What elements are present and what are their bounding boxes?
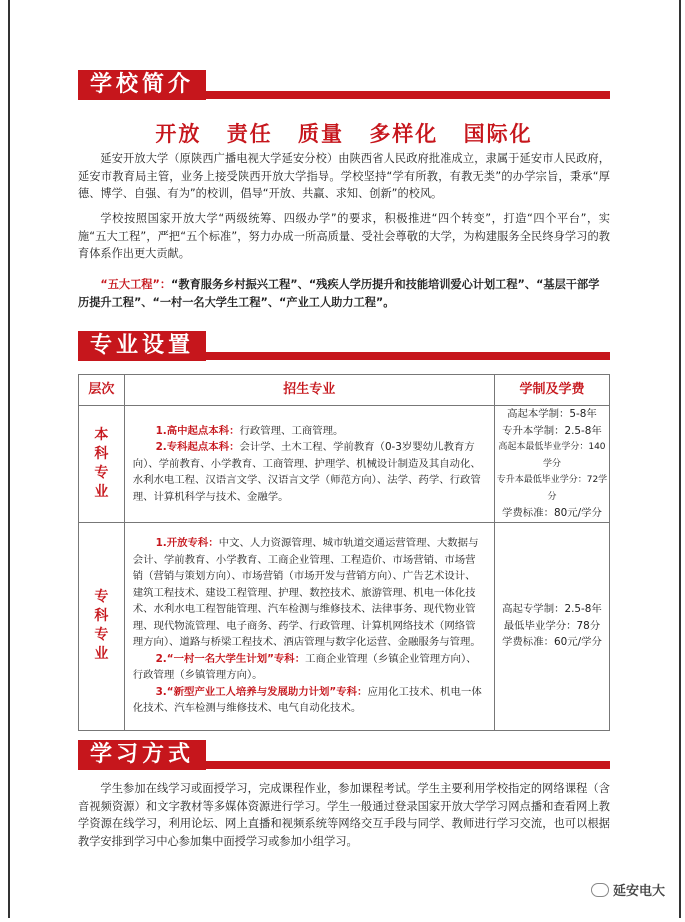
intro-paragraph: 学校按照国家开放大学“两级统筹、四级办学”的要求，积极推进“四个转变”，打造“四个平台”，实施“五大工程”，严把“五个标准”，努力办成一所高质量、受社会尊敬的大学，为构建服务全民终身学习的教育体系作出更大贡献。 [78,212,610,260]
major-item-text: 行政管理、工商管理。 [239,424,344,437]
fee-line: 学费标准：80元/学分 [502,507,602,519]
level-label: 本科专业 [94,426,109,500]
fee-line: 专升本最低毕业学分：72学分 [496,475,608,502]
five-projects [78,276,610,311]
section-rule [206,91,610,99]
section-title: 学校简介 [78,70,206,100]
intro-paragraph: 延安开放大学（原陕西广播电视大学延安分校）由陕西省人民政府批准成立，隶属于延安市人民政府，延安市教育局主管，业务上接受陕西开放大学指导。学校坚持“学有所教，有教无类”的办学宗旨，秉承“厚德、博学、自强、有为”的校训，倡导“开放、共赢、求知、创新”的校风。 [78,152,610,200]
motto [78,118,610,148]
header-fees: 学制及学费 [494,375,609,406]
motto-word: 多样化 [369,122,439,146]
fee-line: 高起本最低毕业学分：140学分 [498,442,606,469]
major-item [133,423,486,440]
section-rule [206,352,610,360]
major-item-heading: 1.开放专科： [155,537,219,550]
section-title: 学习方式 [78,740,206,770]
level-cell [79,406,125,523]
motto-word: 国际化 [463,122,533,146]
major-item-heading: 2.“一村一名大学生计划”专科： [155,652,306,665]
fees-cell [494,522,609,730]
major-item [133,439,486,505]
fee-line: 学费标准：60元/学分 [502,636,602,649]
major-item-heading: 3.“新型产业工人培养与发展助力计划”专科： [155,685,368,698]
majors-cell [124,406,494,523]
major-item [133,651,486,684]
majors-table [78,374,610,731]
table-row-college [79,522,610,730]
fee-line: 高起专学制：2.5-8年 [502,603,602,616]
fee-line: 专升本学制：2.5-8年 [502,424,602,437]
major-item-text: 中文、人力资源管理、城市轨道交通运营管理、大数据与会计、学前教育、小学教育、工商企业管理、工程造价、市场营销、市场营销（营销与策划方向）、市场营销（市场开发与营销方向）、广告艺术设计、建筑工程技术、建设工程管理、护理、数控技术、旅游管理、机电一体化技术、水利水电工程智能管理、汽车检测与维修技术、法律事务、现代物业管理、现代物流管理、电子商务、药学、行政管理、计算机网络技术（网络管理方向）、道路与桥梁工程技术、酒店管理与数字化运营、金融服务与管理。 [132,537,481,649]
motto-word: 开放 [155,122,202,146]
section-header-study [78,740,610,770]
majors-cell [124,522,494,730]
study-paragraph: 学生参加在线学习或面授学习，完成课程作业，参加课程考试。学生主要利用学校指定的网络课程（含音视频资源）和文字教材等多媒体资源进行学习。学生一般通过登录国家开放大学学习网点播和查看网上教学资源在线学习，利用论坛、网上直播和视频系统等网络交互手段与同学、教师进行学习交流，也可以根据教学安排到学习中心参加集中面授学习或参加小组学习。 [78,782,610,848]
motto-word: 质量 [298,122,344,146]
five-projects-label: “五大工程”： [100,278,172,291]
major-item-text: 工商企业管理（乡镇企业管理方向）、行政管理（乡镇管理方向）。 [132,652,477,682]
wechat-icon [591,883,609,897]
header-majors: 招生专业 [124,375,494,406]
section-rule [206,761,610,769]
major-item-text: 会计学、土木工程、学前教育（0-3岁婴幼儿教育方向）、学前教育、小学教育、工商管理、护理学、机械设计制造及其自动化、水利水电工程、汉语言文学、汉语言文学（师范方向）、法学、药学、行政管理、计算机科学与技术、金融学。 [132,441,481,503]
fee-line: 最低毕业学分：78分 [503,619,601,632]
motto-word: 责任 [226,122,273,146]
major-item-text: 应用化工技术、机电一体化技术、汽车检测与维修技术、电气自动化技术。 [132,685,482,715]
section-header-majors [78,331,610,361]
table-header-row [79,375,610,406]
section-title: 专业设置 [78,331,206,361]
fees-cell [494,406,609,523]
level-cell [79,522,125,730]
major-item-heading: 1.高中起点本科： [155,424,240,437]
five-projects-text: “教育服务乡村振兴工程”、“残疾人学历提升和技能培训爱心计划工程”、“基层干部学历提升工程”、“一村一名大学生工程”、“产业工人助力工程”。 [78,278,600,309]
table-row-undergrad [79,406,610,523]
major-item [133,535,486,651]
major-item [133,684,486,717]
fee-line: 高起本学制：5-8年 [507,408,597,420]
major-item-heading: 2.专科起点本科： [155,441,240,453]
watermark [591,880,665,899]
header-level: 层次 [79,375,125,406]
level-label: 专科专业 [94,589,109,662]
watermark-text: 延安电大 [612,884,665,899]
section-header-intro [78,70,610,100]
